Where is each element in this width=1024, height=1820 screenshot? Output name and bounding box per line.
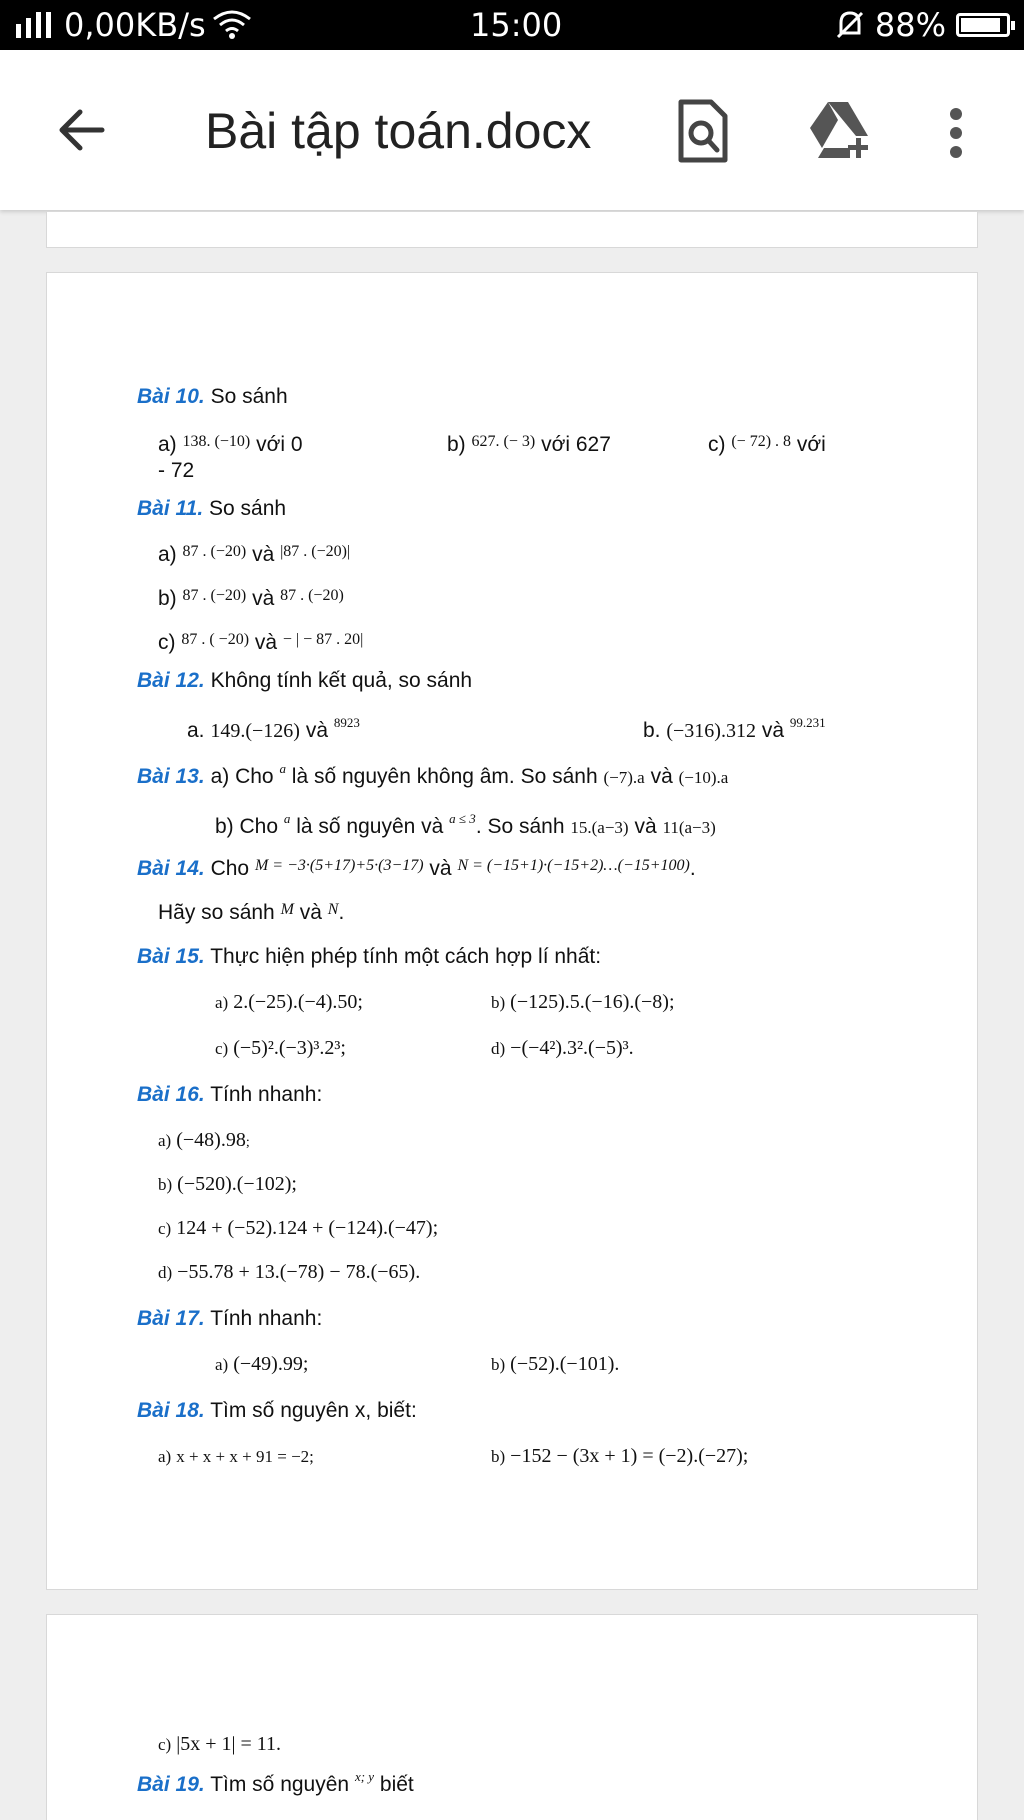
exercise-13-a: Bài 13. a) Cho $^a$ là số nguyên không âm. So sánh (−7).a và (−10).a (137, 761, 729, 788)
exercise-title: So sánh (210, 385, 288, 408)
exercise-heading: Bài 18. (137, 1399, 205, 1422)
next-page (46, 1614, 978, 1820)
exercise-title: Tính nhanh: (210, 1307, 323, 1330)
document-title: Bài tập toán.docx (205, 103, 592, 159)
exercise-heading: Bài 13. (137, 765, 205, 788)
exercise-12-a: a. 149.(−126) và $^{8923}$ (187, 715, 360, 742)
exercise-heading: Bài 11. (137, 497, 204, 520)
exercise-title: Không tính kết quả, so sánh (210, 669, 473, 692)
document-page (46, 272, 978, 1590)
exercise-13-b: b) Cho $^a$ là số nguyên và $^{a \le 3}$. So sánh 15.(a−3) và 11(a−3) (215, 811, 716, 838)
exercise-10-b: b) $^{627. (- 3)}$ với 627 (447, 433, 611, 456)
exercise-10-a: a) $^{138. (-10)}$ với 0 (158, 433, 303, 456)
exercise-11-b: b) $^{87 . (-20)}$ và $^{87 . (-20)}$ (158, 587, 344, 610)
find-in-document-icon[interactable] (675, 98, 731, 164)
exercise-title: Tìm số nguyên x, biết: (210, 1399, 417, 1422)
wifi-icon (212, 9, 252, 41)
exercise-18-b: b) −152 − (3x + 1) = (−2).(−27); (491, 1445, 749, 1467)
exercise-heading: Bài 14. (137, 857, 205, 880)
exercise-16-d: d) −55.78 + 13.(−78) − 78.(−65). (158, 1261, 421, 1283)
exercise-14-line2: Hãy so sánh $^M$ và $^N$. (158, 901, 345, 924)
add-to-drive-icon[interactable] (808, 100, 874, 162)
exercise-10-c-continued: - 72 (158, 459, 195, 482)
network-speed: 0,00KB/s (64, 6, 206, 44)
exercise-title: So sánh (209, 497, 287, 520)
exercise-12-b: b. (−316).312 và $^{99.231}$ (643, 715, 826, 742)
exercise-16-a: a) (−48).98; (158, 1129, 250, 1151)
more-options-icon[interactable] (948, 108, 964, 158)
exercise-15-d: d) −(−4²).3².(−5)³. (491, 1037, 634, 1059)
exercise-12 (137, 669, 472, 693)
exercise-17-a: a) (−49).99; (215, 1353, 309, 1375)
exercise-16-b: b) (−520).(−102); (158, 1173, 297, 1195)
battery-icon (956, 13, 1010, 37)
exercise-17-b: b) (−52).(−101). (491, 1353, 620, 1375)
exercise-16 (137, 1083, 322, 1107)
alarm-off-icon (835, 9, 865, 41)
exercise-10-c: c) $^{(- 72) . 8}$ với (708, 433, 826, 456)
signal-icon (14, 10, 58, 40)
exercise-10 (137, 385, 288, 409)
exercise-heading: Bài 17. (137, 1307, 205, 1330)
exercise-heading: Bài 12. (137, 669, 205, 692)
exercise-heading: Bài 10. (137, 385, 205, 408)
back-arrow-icon[interactable] (52, 100, 112, 160)
exercise-heading: Bài 16. (137, 1083, 205, 1106)
exercise-16-c: c) 124 + (−52).124 + (−124).(−47); (158, 1217, 439, 1239)
previous-page (46, 212, 978, 248)
exercise-18-a: a) x + x + x + 91 = −2; (158, 1447, 314, 1466)
exercise-18 (137, 1399, 417, 1423)
exercise-11 (137, 497, 286, 521)
exercise-heading: Bài 19. (137, 1773, 205, 1796)
exercise-14: Bài 14. Cho $^{M = -3\cdot(5+17)+5\cdot(3-17)}$ và $^{N = (-15+1)\cdot(-15+2)\dots(-15+100)}$. (137, 857, 696, 880)
exercise-heading: Bài 15. (137, 945, 205, 968)
exercise-15-c: c) (−5)².(−3)³.2³; (215, 1037, 346, 1059)
app-bar (0, 50, 1024, 210)
battery-percent: 88% (874, 6, 946, 44)
exercise-15-b: b) (−125).5.(−16).(−8); (491, 991, 675, 1013)
exercise-15-a: a) 2.(−25).(−4).50; (215, 991, 363, 1013)
exercise-title: Thực hiện phép tính một cách hợp lí nhất: (210, 945, 602, 968)
exercise-11-c: c) $^{87 . ( -20)}$ và $^{- | - 87 . 20|}$ (158, 631, 364, 654)
status-bar (0, 0, 1024, 50)
exercise-15 (137, 945, 601, 969)
exercise-11-a: a) $^{87 . (-20)}$ và $^{|87 . (-20)|}$ (158, 543, 351, 566)
exercise-17 (137, 1307, 322, 1331)
clock: 15:00 (470, 6, 563, 44)
exercise-title: Tính nhanh: (210, 1083, 323, 1106)
exercise-18-c: c) |5x + 1| = 11. (158, 1733, 282, 1755)
exercise-19: Bài 19. Tìm số nguyên $^{x; y}$ biết (137, 1769, 414, 1796)
